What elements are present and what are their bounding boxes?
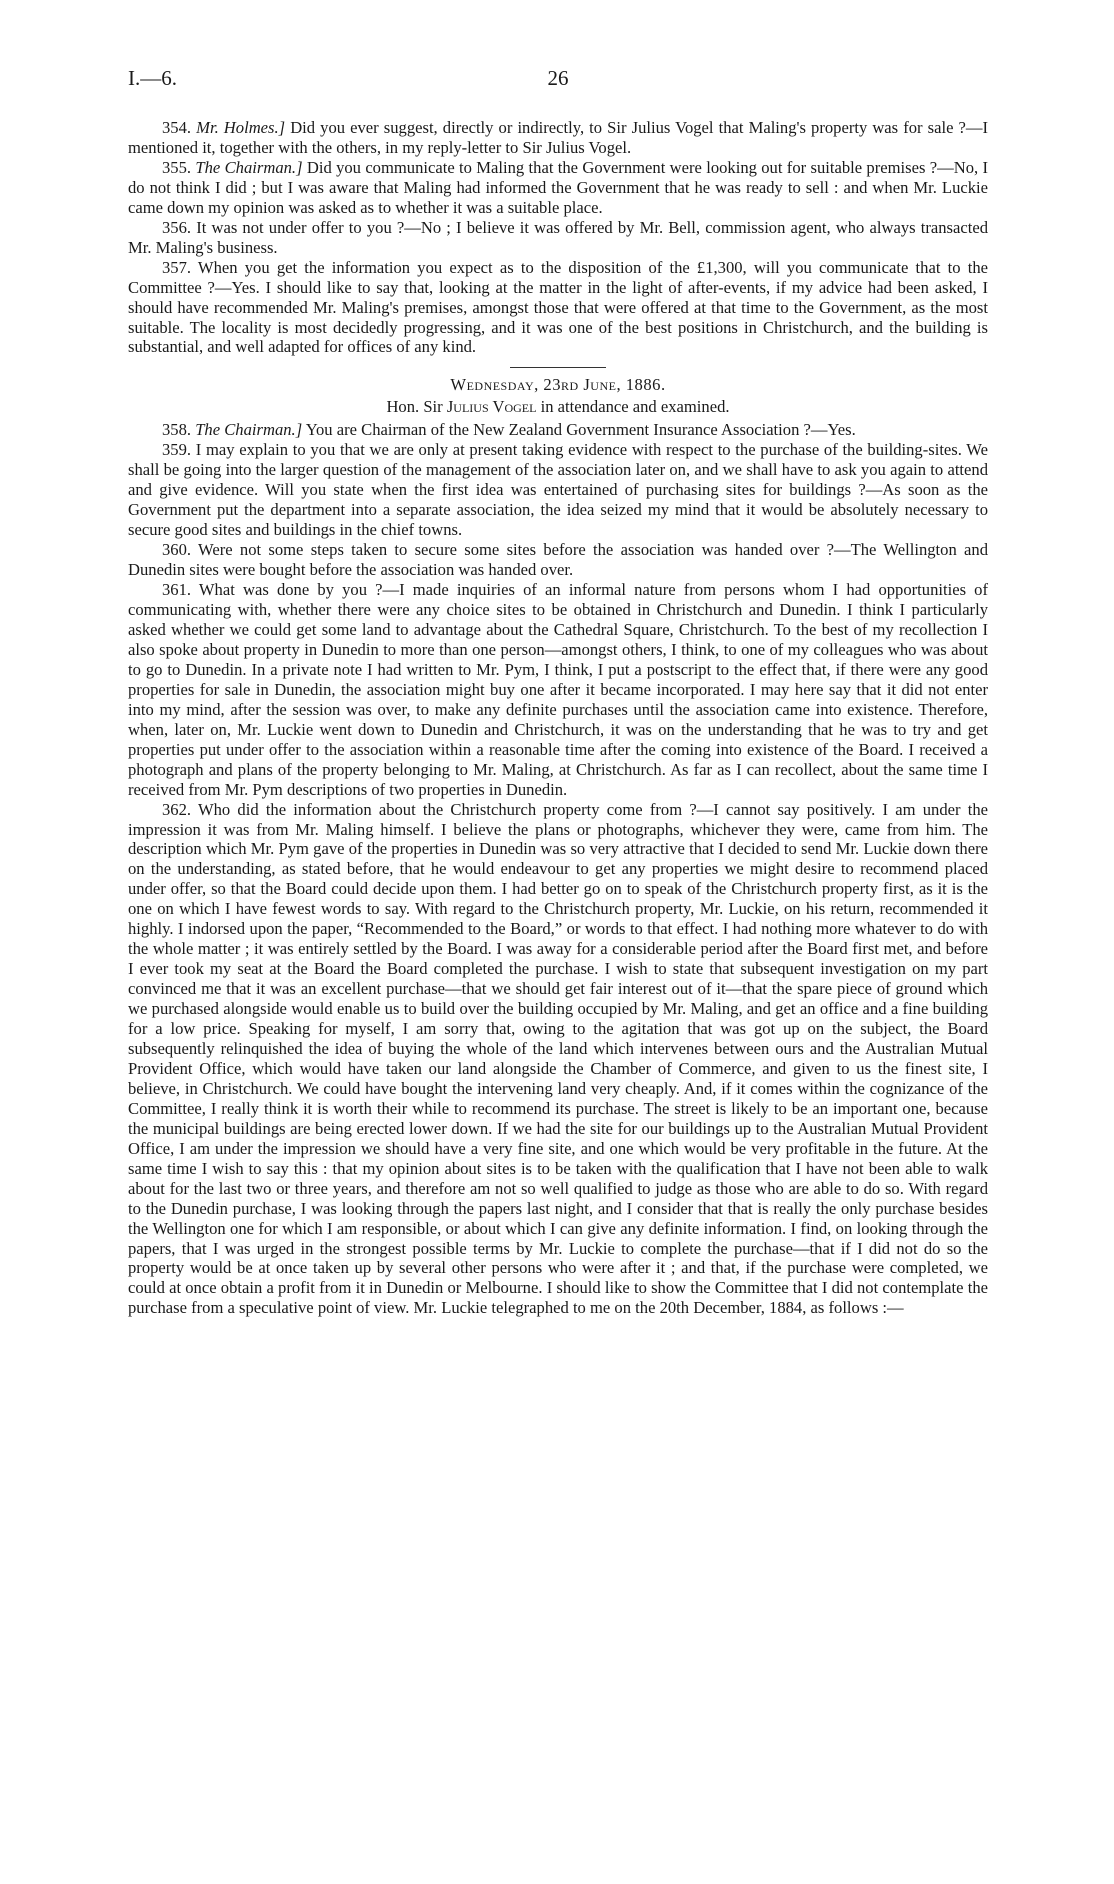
question-357 bbox=[128, 258, 988, 358]
question-number: 358. bbox=[162, 420, 192, 440]
question-text: Did you ever suggest, directly or indirectly, to Sir Julius Vogel that Maling's property was for sale ?—I mentioned it, together with the others, in my reply-letter to Sir Julius Vogel. bbox=[128, 118, 989, 157]
witness-name: Julius Vogel bbox=[446, 397, 537, 417]
page-body bbox=[128, 118, 988, 1318]
question-number: 355. bbox=[162, 157, 192, 177]
question-number: 361. bbox=[162, 580, 192, 600]
question-number: 354. bbox=[162, 118, 192, 137]
section-divider bbox=[510, 367, 606, 368]
document-reference: I.—6. bbox=[128, 66, 177, 90]
question-number: 357. bbox=[162, 257, 192, 277]
question-356 bbox=[128, 218, 988, 258]
question-text: I may explain to you that we are only at present taking evidence with respect to the purchase of the building-sites. We shall be going into the larger question of the management of the association later on, and we shall have to ask you again to attend and give evidence. Will you state when the first idea was entertained of purchasing sites for buildings ?—As soon as the Government put the department into a separate association, the idea seized my mind that it would be absolutely necessary to secure good sites and buildings in the chief towns. bbox=[128, 440, 988, 540]
question-355 bbox=[128, 158, 988, 218]
question-text: When you get the information you expect as to the disposition of the £1,300, will you communicate that to the Committee ?—Yes. I should like to say that, looking at the matter in the light of after-events, if my advice had been asked, I should have recommended Mr. Maling's premises, amongst those that were offered at that time to the Government, as the most suitable. The locality is most decidedly progressing, and it was one of the best positions in Christchurch, and the building is substantial, and well adapted for offices of any kind. bbox=[128, 257, 988, 357]
question-text: It was not under offer to you ?—No ; I believe it was offered by Mr. Bell, commission agent, who always transacted Mr. Maling's business. bbox=[128, 217, 988, 257]
witness-suffix: in attendance and examined. bbox=[536, 397, 730, 417]
page-header bbox=[128, 66, 988, 96]
question-text: You are Chairman of the New Zealand Government Insurance Association ?—Yes. bbox=[302, 420, 856, 440]
question-number: 359. bbox=[162, 440, 192, 460]
speaker: The Chairman.] bbox=[195, 420, 303, 440]
question-360 bbox=[128, 540, 988, 580]
question-text: Did you communicate to Maling that the Government were looking out for suitable premises ?—No, I do not think I did ; but I was aware that Maling had informed the Government that he was ready to sell : and when Mr. Luckie came down my opinion was asked as to whether it was a suitable place. bbox=[128, 157, 988, 217]
question-text: What was done by you ?—I made inquiries of an informal nature from persons whom I had opportunities of communicating with, whether there were any choice sites to be obtained in Christchurch and Dunedin. I think I particularly asked whether we could get some land to advantage about the Cathedral Square, Christchurch. To the best of my recollection I also spoke about property in Dunedin to more than one person—amongst others, I think, to one of my colleagues who was about to go to Dunedin. In a private note I had written to Mr. Pym, I think, I put a postscript to the effect that, if there were any good properties for sale in Dunedin, the association might buy one after it became incorporated. I may here say that it did not enter into my mind, after the session was over, to make any definite purchases until the association came into existence. Therefore, when, later on, Mr. Luckie went down to Dunedin and Christchurch, it was on the understanding that he was to try and get properties put under offer to the association within a reasonable time after the coming into existence of the Board. I received a photograph and plans of the property belonging to Mr. Maling, at Christchurch. As far as I can recollect, about the same time I received from Mr. Pym descriptions of two properties in Dunedin. bbox=[128, 580, 988, 799]
witness-line bbox=[128, 396, 988, 418]
page-number: 26 bbox=[547, 66, 569, 90]
question-text: Who did the information about the Christchurch property come from ?—I cannot say positively. I am under the impression it was from Mr. Maling himself. I believe the plans or photographs, whichever they were, came from him. The description which Mr. Pym gave of the properties in Dunedin was so very attractive that I decided to send Mr. Luckie down there on the understanding, as stated before, that he would endeavour to get any properties we might desire to recommend placed under offer, so that the Board could decide upon them. I had better go on to speak of the Christchurch property first, as it is the one on which I have fewest words to say. With regard to the Christchurch property, Mr. Luckie, on his return, recommended it highly. I indorsed upon the paper, “Recommended to the Board,” or words to that effect. I had nothing more whatever to do with the whole matter ; it was entirely settled by the Board. I was away for a considerable period after the Board first met, and before I ever took my seat at the Board the Board completed the purchase. I wish to state that subsequent investigation on my part convinced me that it was an excellent purchase—that we should get fair interest out of it—that the spare piece of ground which we purchased alongside would enable us to build over the building occupied by Mr. Maling, and get an office and a fine building for a low price. Speaking for myself, I am sorry that, owing to the agitation that was got up on the subject, the Board subsequently relinquished the idea of buying the whole of the land which intervenes between ours and the Australian Mutual Provident Office, which would have taken our land alongside the Chamber of Commerce, and given to us the finest site, I believe, in Christchurch. We could have bought the intervening land very cheaply. And, if it comes within the cognizance of the Committee, I really think it is worth their while to recommend its purchase. The street is likely to be an important one, because the municipal buildings are being erected lower down. If we had the site for our buildings up to the Australian Mutual Provident Office, I am under the impression we should have a very fine site, and one which would be very profitable in the future. At the same time I wish to say this : that my opinion about sites is to be taken with the qualification that I have not been able to walk about for the last two or three years, and therefore am not so well qualified to judge as those who are able to do so. With regard to the Dunedin purchase, I was looking through the papers last night, and I consider that that is really the only purchase besides the Wellington one for which I am responsible, or about which I can give any definite information. I find, on looking through the papers, that I was urged in the strongest possible terms by Mr. Luckie to complete the purchase—that if I did not do so the property would be at once taken up by several other persons who were after it ; and that, if the purchase were completed, we could at once obtain a profit from it in Dunedin or Melbourne. I should like to show the Committee that I did not contemplate the purchase from a speculative point of view. Mr. Luckie telegraphed to me on the 20th December, 1884, as follows :— bbox=[128, 799, 988, 1318]
question-362 bbox=[128, 800, 988, 1319]
question-number: 356. bbox=[162, 217, 192, 237]
question-358 bbox=[128, 420, 988, 440]
question-361 bbox=[128, 580, 988, 799]
day-heading: Wednesday, 23rd June, 1886. bbox=[450, 375, 666, 395]
question-text: Were not some steps taken to secure some sites before the association was handed over ?—The Wellington and Dunedin sites were bought before the association was handed over. bbox=[128, 540, 988, 580]
question-number: 362. bbox=[162, 799, 192, 819]
question-359 bbox=[128, 440, 988, 540]
question-number: 360. bbox=[162, 540, 192, 560]
speaker: Mr. Holmes.] bbox=[196, 118, 286, 137]
speaker: The Chairman.] bbox=[195, 157, 303, 177]
witness-prefix: Hon. Sir bbox=[386, 397, 447, 417]
question-354 bbox=[128, 118, 988, 158]
